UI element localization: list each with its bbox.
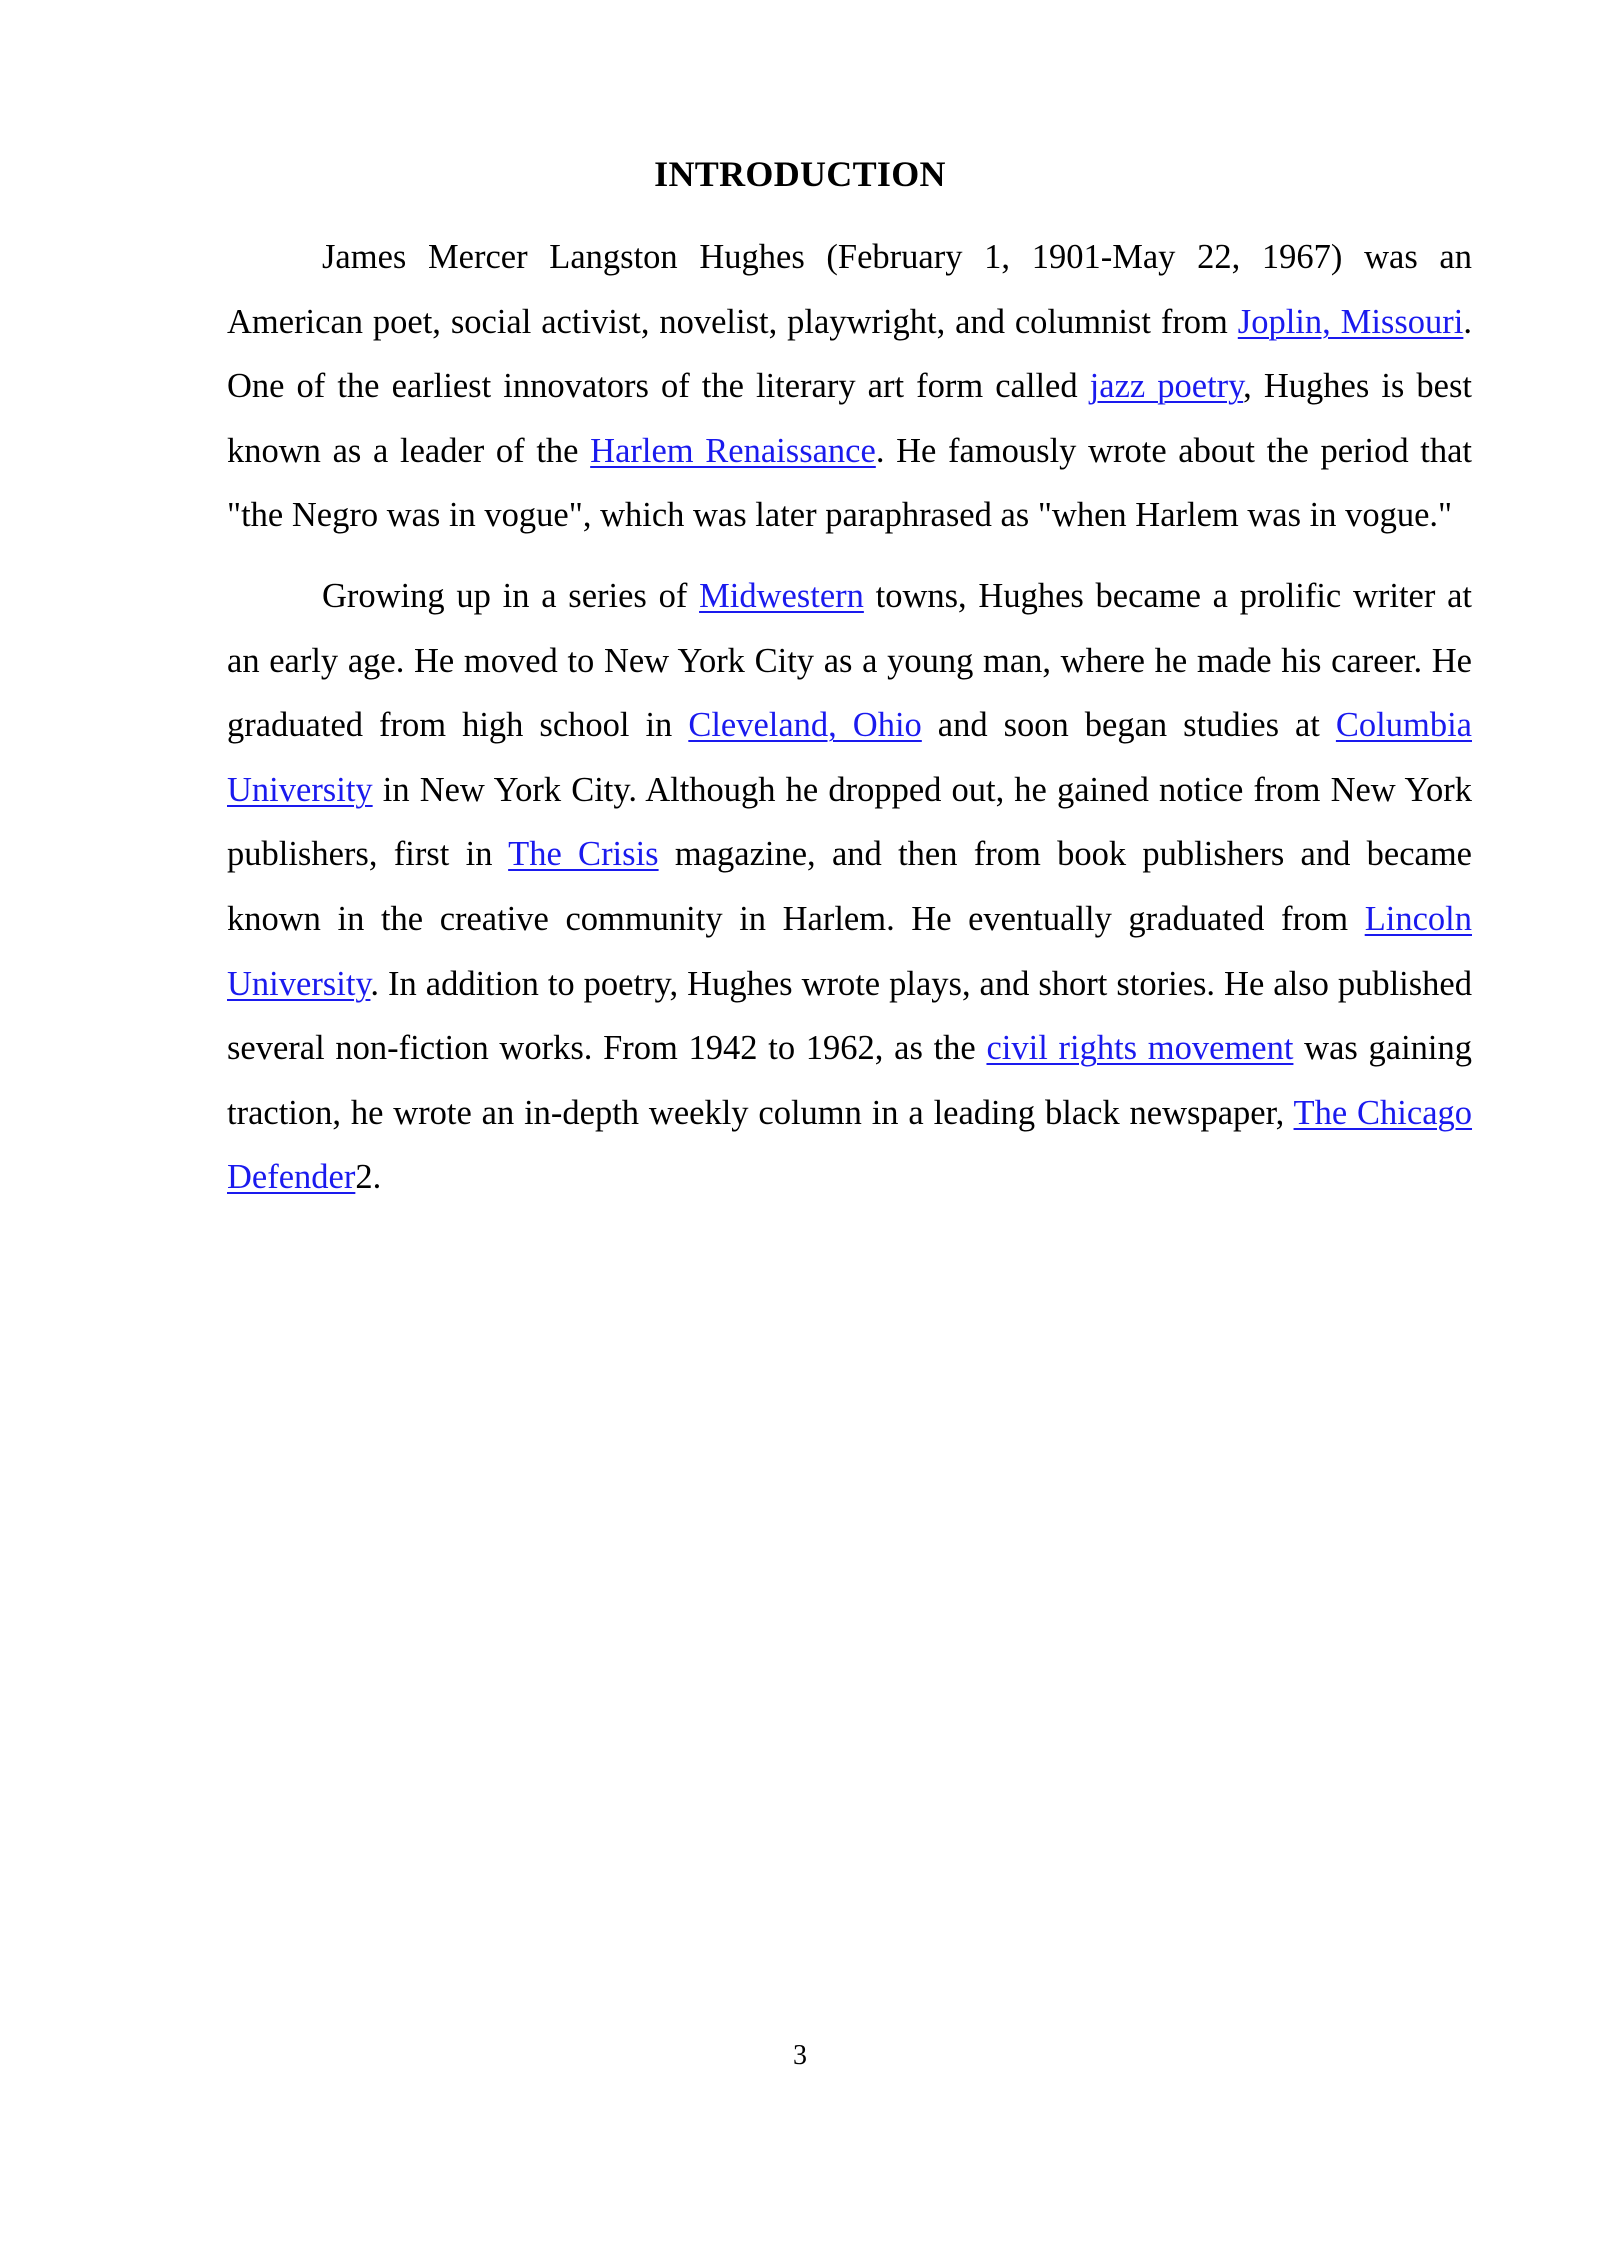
text-run: towns, Hughes became a prolific writer at an early age. He moved to New York City as a young man, where he made his career. He graduated from high school in [227,576,1472,745]
link-harlem-renaissance[interactable]: Harlem Renaissance [590,431,876,470]
page-number: 3 [793,2040,807,2071]
link-the-crisis[interactable]: The Crisis [508,835,659,874]
link-civil-rights-movement[interactable]: civil rights movement [986,1029,1294,1068]
text-run: . One of the earliest innovators of the literary art form called [227,302,1472,406]
paragraph-2 [227,564,1472,1210]
text-run: and soon began studies at [921,706,1336,745]
link-columbia-university[interactable]: Columbia University [227,706,1472,809]
text-run: , Hughes is best known as a leader of the [227,367,1472,470]
link-chicago-defender[interactable]: The Chicago Defender [227,1093,1473,1197]
paragraph-1 [227,225,1472,548]
section-heading: INTRODUCTION [654,154,946,194]
text-run: Growing up in a series of [322,576,700,615]
text-run: 2. [355,1158,382,1197]
text-run: James Mercer Langston Hughes (February 1, 1901-May 22, 1967) was an American poet, social activist, novelist, playwright, and columnist from [227,238,1472,341]
link-cleveland-ohio[interactable]: Cleveland, Ohio [688,706,922,745]
body-text [227,225,1472,1226]
link-jazz-poetry[interactable]: jazz poetry [1089,367,1244,406]
link-lincoln-university[interactable]: Lincoln University [227,899,1472,1003]
text-run: . He famously wrote about the period that "the Negro was in vogue", which was later paraphrased as "when Harlem was in vogue." [227,431,1472,535]
link-midwestern[interactable]: Midwestern [699,576,864,615]
link-joplin-missouri[interactable]: Joplin, Missouri [1237,302,1464,341]
text-run: was gaining traction, he wrote an in-depth weekly column in a leading black newspaper, [227,1029,1472,1132]
text-run: . In addition to poetry, Hughes wrote plays, and short stories. He also published several non-fiction works. From 1942 to 1962, as the [227,964,1472,1068]
text-run: magazine, and then from book publishers and became known in the creative community in Harlem. He eventually graduated from [227,835,1472,938]
text-run: in New York City. Although he dropped out, he gained notice from New York publishers, first in [227,770,1472,874]
